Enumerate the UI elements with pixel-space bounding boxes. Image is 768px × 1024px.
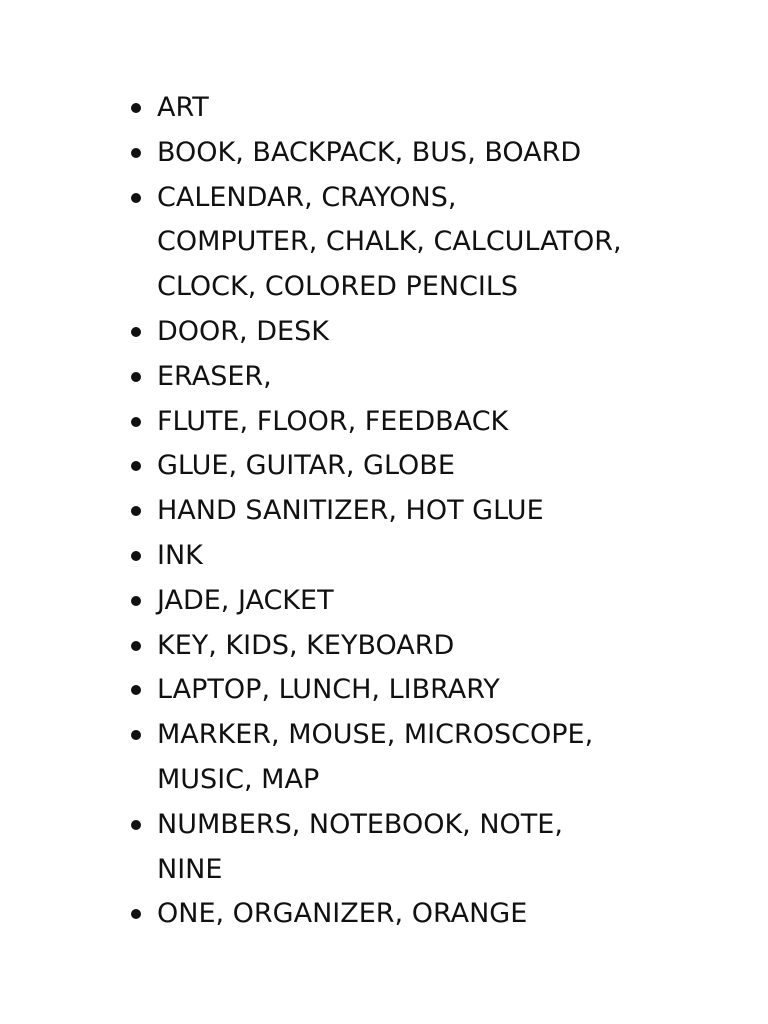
list-item-text: CALENDAR, CRAYONS, COMPUTER, CHALK, CALCULATOR, CLOCK, COLORED PENCILS bbox=[157, 181, 622, 303]
list-item-text: HAND SANITIZER, HOT GLUE bbox=[157, 495, 544, 527]
list-item bbox=[131, 355, 691, 400]
list-item bbox=[131, 892, 691, 937]
list-item bbox=[131, 176, 691, 310]
bullet-point-icon bbox=[131, 730, 141, 740]
bullet-point-icon bbox=[131, 596, 141, 606]
list-item bbox=[131, 803, 691, 893]
list-item-text: ERASER, bbox=[157, 360, 272, 392]
list-item-text: BOOK, BACKPACK, BUS, BOARD bbox=[157, 136, 582, 168]
bullet-point-icon bbox=[131, 103, 141, 113]
list-item-text: FLUTE, FLOOR, FEEDBACK bbox=[157, 405, 509, 437]
bullet-point-icon bbox=[131, 685, 141, 695]
list-item bbox=[131, 400, 691, 445]
bullet-point-icon bbox=[131, 372, 141, 382]
list-item-text: LAPTOP, LUNCH, LIBRARY bbox=[157, 674, 500, 706]
list-item-text: JADE, JACKET bbox=[157, 584, 334, 616]
list-item-text: DOOR, DESK bbox=[157, 315, 329, 347]
list-item bbox=[131, 624, 691, 669]
bullet-point-icon bbox=[131, 193, 141, 203]
bullet-point-icon bbox=[131, 820, 141, 830]
bullet-point-icon bbox=[131, 551, 141, 561]
list-item bbox=[131, 713, 691, 803]
bullet-point-icon bbox=[131, 461, 141, 471]
list-item bbox=[131, 444, 691, 489]
list-item bbox=[131, 579, 691, 624]
list-item bbox=[131, 310, 691, 355]
bullet-point-icon bbox=[131, 148, 141, 158]
list-item bbox=[131, 534, 691, 579]
list-item-text: ONE, ORGANIZER, ORANGE bbox=[157, 898, 528, 930]
list-item-text: ART bbox=[157, 92, 209, 123]
list-item bbox=[131, 131, 691, 176]
bullet-point-icon bbox=[131, 641, 141, 651]
bullet-point-icon bbox=[131, 327, 141, 337]
list-item bbox=[131, 86, 691, 131]
bullet-list bbox=[131, 86, 691, 937]
list-item-text: NUMBERS, NOTEBOOK, NOTE, NINE bbox=[157, 808, 563, 885]
list-item-text: MARKER, MOUSE, MICROSCOPE, MUSIC, MAP bbox=[157, 719, 594, 795]
list-item-text: KEY, KIDS, KEYBOARD bbox=[157, 629, 455, 661]
list-item bbox=[131, 668, 691, 713]
bullet-point-icon bbox=[131, 417, 141, 427]
list-item bbox=[131, 489, 691, 534]
bullet-point-icon bbox=[131, 506, 141, 516]
list-item-text: INK bbox=[157, 539, 203, 571]
bullet-point-icon bbox=[131, 909, 141, 919]
list-item-text: GLUE, GUITAR, GLOBE bbox=[157, 450, 455, 482]
